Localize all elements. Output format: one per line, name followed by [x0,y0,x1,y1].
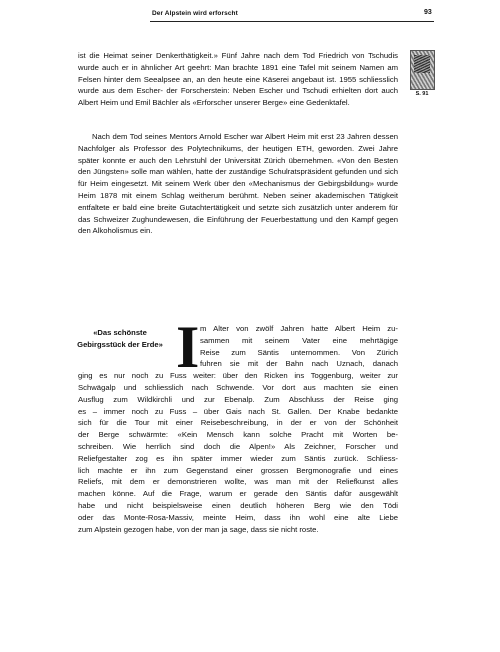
running-head: Der Alpstein wird erforscht [152,10,238,17]
section-line: m Alter von zwölf Jahren hatte Albert Heim zu- [200,324,398,333]
section-line: Reliefs, mit dem er demonstrieren wollte, was man mit der Reliefkunst alles [78,477,398,487]
section-line: sich für die Tour mit einer Reisebeschreibung, in der er von der Schönheit [78,418,398,428]
section-text [78,314,398,535]
section-line: fuhren sie mit der Bahn nach Uznach, danach [200,359,398,369]
margin-thumbnail-image [410,50,435,90]
section-line: Ausflug zum Wildkirchli und zur Ebenalp. Zum Abschluss der Reise ging [78,394,398,404]
drop-cap: I [176,314,200,380]
section-line: lich machte er ihn zum Gegenstand einer grossen Bergmonografie und eines [78,465,398,475]
section-line: habe und nicht beispielsweise einen deutlich höheren Berg wie den Tödi [78,500,398,510]
body-paragraph-1: ist die Heimat seiner Denkerthätigkeit.» Fünf Jahre nach dem Tod Friedrich von Tschudis wurde auch er in ähnlicher Art geehrt: Man brachte 1891 eine Tafel mit seinem Namen am Felsen hinter dem Seealpsee an, an den heute eine Käserei angebaut ist. 1955 schliesslich wurde aus dem Escher- der Forscherstein: Neben Escher und Tschudi erhielten dort auch Albert Heim und Emil Bächler als «Erforscher unserer Berge» eine Gedenktafel. [78,51,398,108]
section-line: Reliefgestalter zog es ihn später immer wieder zum Säntis zurück. Schliess- [78,453,398,463]
section-line: zum Alpstein gezogen habe, von der man ja sage, dass sie nicht roste. [78,524,319,534]
pull-quote: «Das schönste Gebirgsstück der Erde» [77,328,163,349]
section-line: oder das Monte-Rosa-Massiv, meinte Heim, dass ihn wohl eine alte Liebe [78,512,398,522]
section-line: Schwägalp und schliesslich nach Schwende. Vor dort aus machten sie einen [78,382,398,392]
thumbnail-photo [414,55,430,73]
body-paragraph-2: Nach dem Tod seines Mentors Arnold Escher war Albert Heim mit erst 23 Jahren dessen Nachfolger als Professor des Polytechnikums, der heutigen ETH, geworden. Zwei Jahre später konnte er auch den Lehrstuhl der Universität Zürich übernehmen. «Von den Besten den Jüngsten» solle man wählen, hatte der zuständige Schulratspräsident gefunden und sich für Heim eingesetzt. Mit seinem Werk über den «Mechanismus der Gebirgsbildung» wurde Heim 1878 mit einem Schlag weitherum berühmt. Neben seiner akademischen Tätigkeit entfaltete er bald eine breite Gutachtertätigkeit und setzte sich zusätzlich unter anderem für das Schweizer Zughundewesen, die Einführung der Feuerbestattung und den Kampf gegen den Alkoholismus ein. [78,132,398,236]
section-line: es – immer noch zu Fuss – über Gais nach St. Gallen. Der Knabe bedankte [78,406,398,416]
section-line: der Berge schwärmte: «Kein Mensch kann solche Pracht mit Worten be- [78,430,398,440]
section-line: schreiben. Wie herrlich sind doch die Alpen!» Als Zeichner, Forscher und [78,441,398,451]
margin-page-reference: S. 91 [415,91,429,97]
section-line: ging es nur noch zu Fuss weiter: über den Ricken ins Toggenburg, weiter zur [78,371,398,381]
page-number: 93 [424,9,432,16]
section-line: machen könne. Auf die Frage, warum er gerade den Säntis dafür ausgewählt [78,489,398,499]
section-line: Reise zum Säntis unternommen. Von Zürich [200,347,398,357]
section-line: sammen mit seinem Vater eine mehrtägige [200,335,398,345]
header-rule [150,21,434,22]
